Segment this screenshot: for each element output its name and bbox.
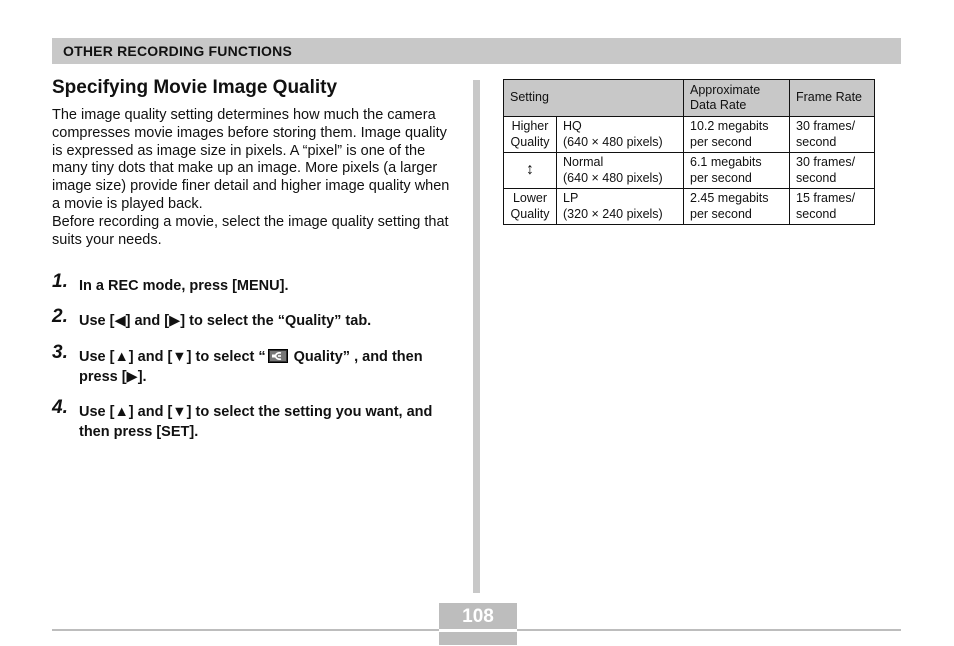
data-rate-line2: per second xyxy=(690,134,752,149)
step-number: 3. xyxy=(52,342,68,363)
data-rate-cell xyxy=(684,117,790,153)
step-number: 4. xyxy=(52,397,68,418)
header-setting: Setting xyxy=(504,80,684,117)
setting-name: LP xyxy=(563,191,579,205)
page-number-box xyxy=(439,603,517,645)
data-rate-line1: 6.1 megabits xyxy=(690,155,762,169)
table-row xyxy=(504,189,875,225)
frame-rate-line1: 30 frames/ xyxy=(796,119,856,133)
step-text-post: Quality” , and then press [▶]. xyxy=(79,349,423,385)
step-4 xyxy=(52,397,452,442)
step-text xyxy=(79,347,452,387)
quality-lower-line2: Quality xyxy=(510,206,550,221)
step-text: Use [▲] and [▼] to select the setting you want, and then press [SET]. xyxy=(79,404,433,440)
column-divider xyxy=(473,80,480,593)
setting-cell xyxy=(557,153,684,189)
setting-size: (320 × 240 pixels) xyxy=(563,206,663,221)
data-rate-line2: per second xyxy=(690,206,752,221)
page-number-divider xyxy=(439,629,517,632)
quality-higher-line1: Higher xyxy=(511,119,549,133)
page-title: Specifying Movie Image Quality xyxy=(52,77,338,98)
step-number: 1. xyxy=(52,271,68,292)
quality-lower-line1: Lower xyxy=(512,191,548,205)
setting-name: Normal xyxy=(563,155,604,169)
frame-rate-line2: second xyxy=(796,206,837,221)
step-1 xyxy=(52,271,452,296)
table-header-row xyxy=(504,80,875,117)
setting-name: HQ xyxy=(563,119,582,133)
header-data-rate-line1: Approximate xyxy=(690,82,761,97)
header-data-rate-line2: Data Rate xyxy=(690,98,747,112)
up-down-arrow-icon: ↕ xyxy=(526,161,534,179)
frame-rate-line1: 15 frames/ xyxy=(796,191,856,205)
quality-label-lower xyxy=(504,189,557,225)
setting-size: (640 × 480 pixels) xyxy=(563,170,663,185)
frame-rate-line2: second xyxy=(796,134,837,149)
quality-higher-line2: Quality xyxy=(510,134,550,149)
frame-rate-line1: 30 frames/ xyxy=(796,155,856,169)
table-row xyxy=(504,117,875,153)
setting-size: (640 × 480 pixels) xyxy=(563,134,663,149)
step-3 xyxy=(52,342,452,387)
page-number: 108 xyxy=(462,606,494,627)
intro-text xyxy=(52,107,452,249)
setting-cell xyxy=(557,117,684,153)
frame-rate-cell xyxy=(790,189,875,225)
section-header-text: OTHER RECORDING FUNCTIONS xyxy=(63,43,292,59)
quality-arrow-cell xyxy=(504,153,557,189)
intro-paragraph-1: The image quality setting determines how much the camera compresses movie images before storing them. Image quality is expressed as image size in pixels. A “pixel” is one of the many tiny dots that make up an image. More pixels (a larger image size) provide finer detail and higher image quality when a movie is played back. xyxy=(52,107,450,212)
step-text: In a REC mode, press [MENU]. xyxy=(79,278,289,294)
quality-label-higher xyxy=(504,117,557,153)
data-rate-cell xyxy=(684,189,790,225)
data-rate-line1: 2.45 megabits xyxy=(690,191,769,205)
step-text-pre: Use [▲] and [▼] to select “ xyxy=(79,349,266,365)
intro-paragraph-2: Before recording a movie, select the image quality setting that suits your needs. xyxy=(52,213,449,248)
step-2 xyxy=(52,306,452,331)
quality-settings-table xyxy=(503,79,875,225)
step-number: 2. xyxy=(52,306,68,327)
data-rate-line1: 10.2 megabits xyxy=(690,119,769,133)
header-data-rate xyxy=(684,80,790,117)
setting-cell xyxy=(557,189,684,225)
movie-mode-icon xyxy=(268,349,288,363)
table-row xyxy=(504,153,875,189)
header-frame-rate: Frame Rate xyxy=(790,80,875,117)
section-header-bar xyxy=(52,38,901,64)
frame-rate-cell xyxy=(790,153,875,189)
frame-rate-line2: second xyxy=(796,170,837,185)
data-rate-line2: per second xyxy=(690,170,752,185)
step-text: Use [◀] and [▶] to select the “Quality” tab. xyxy=(79,313,372,329)
data-rate-cell xyxy=(684,153,790,189)
frame-rate-cell xyxy=(790,117,875,153)
